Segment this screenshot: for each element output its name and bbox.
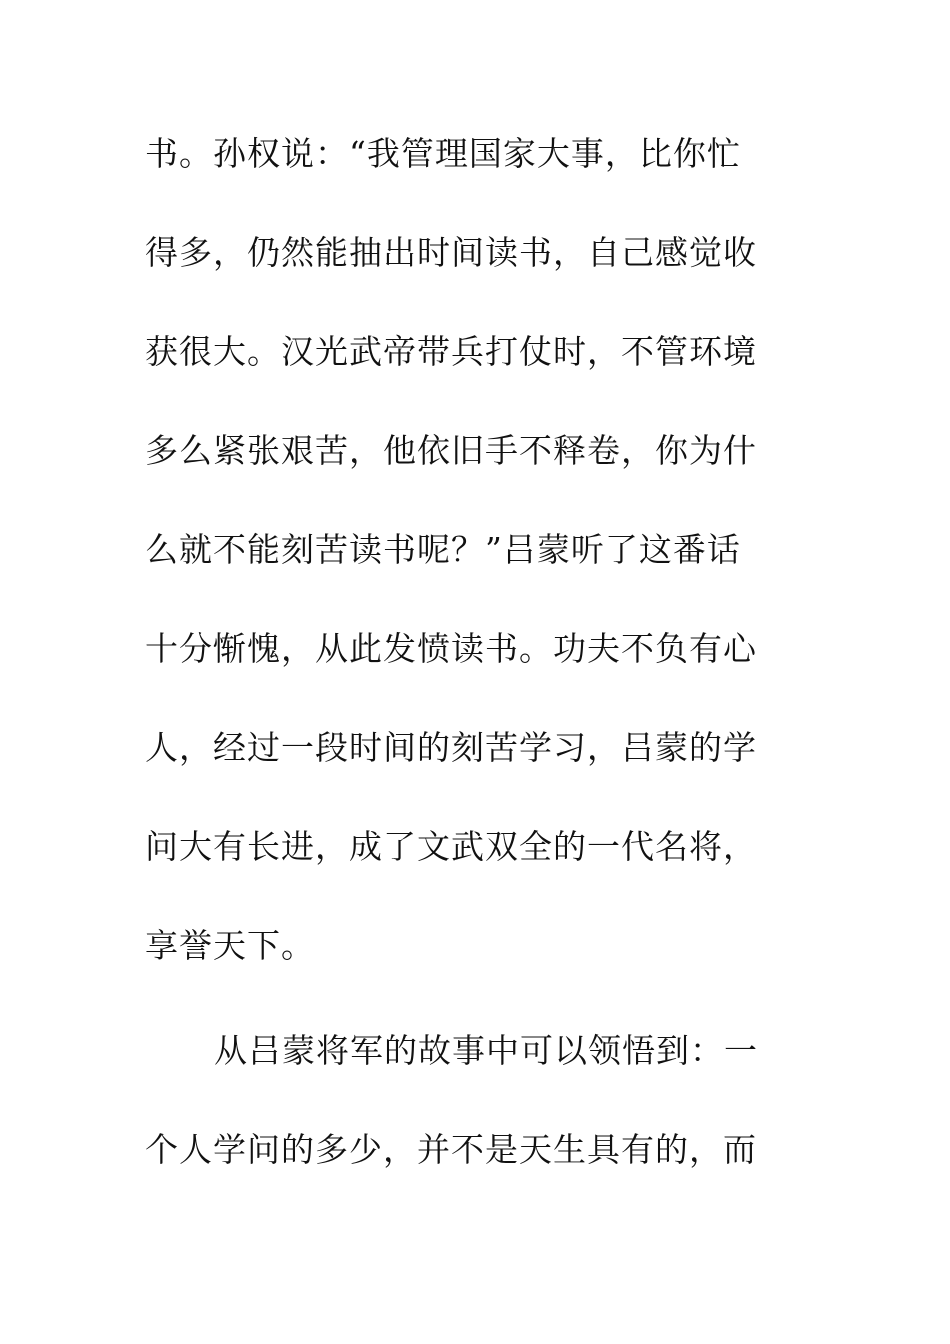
text-line: 得多，仍然能抽出时间读书，自己感觉收 <box>145 233 757 272</box>
text-line: 么就不能刻苦读书呢？”吕蒙听了这番话 <box>145 530 741 569</box>
text-line: 书。孙权说：“我管理国家大事，比你忙 <box>145 134 741 173</box>
text-line-indented: 从吕蒙将军的故事中可以领悟到：一 <box>214 1031 758 1070</box>
text-line: 享誉天下。 <box>145 926 315 965</box>
text-line: 获很大。汉光武帝带兵打仗时，不管环境 <box>145 332 757 371</box>
text-line: 十分惭愧，从此发愤读书。功夫不负有心 <box>145 629 757 668</box>
text-line: 多么紧张艰苦，他依旧手不释卷，你为什 <box>145 431 757 470</box>
text-line: 问大有长进，成了文武双全的一代名将， <box>145 827 757 866</box>
text-line: 个人学问的多少，并不是天生具有的，而 <box>145 1130 757 1169</box>
text-line: 人，经过一段时间的刻苦学习，吕蒙的学 <box>145 728 757 767</box>
